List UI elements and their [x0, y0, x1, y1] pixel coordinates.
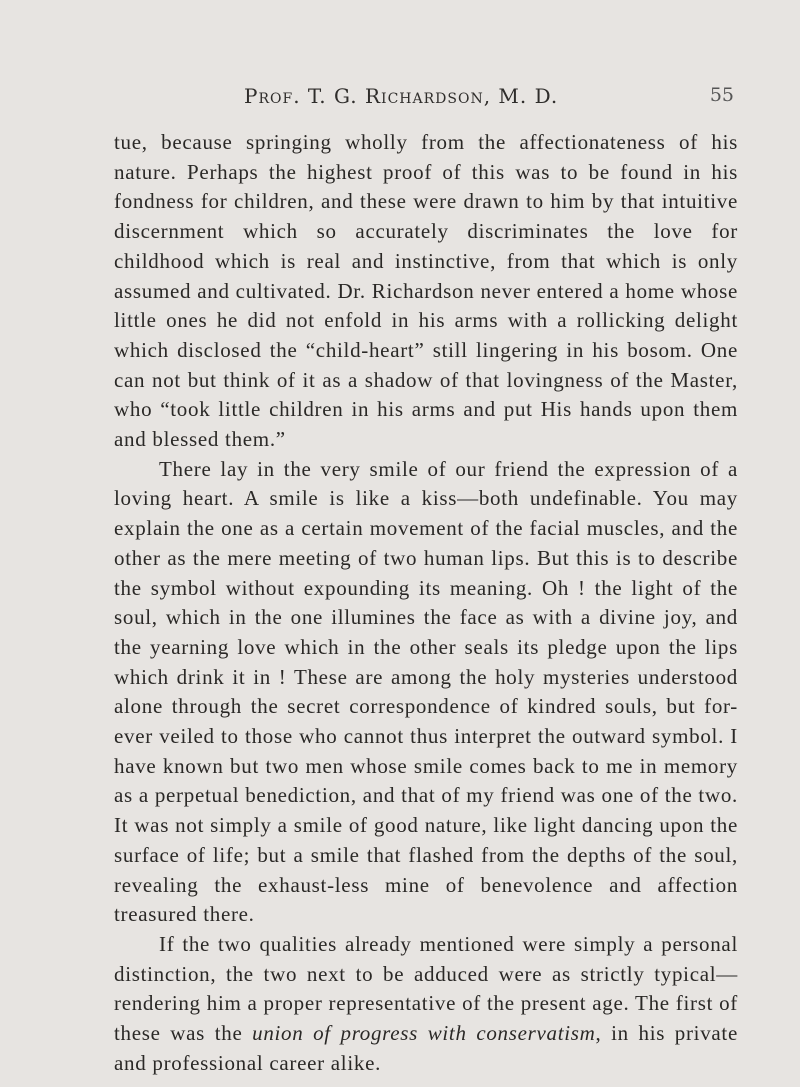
paragraph-2: There lay in the very smile of our friend the expression of a loving heart. A smile is like a kiss—both undefinable. You may explain the one as a certain movement of the facial muscles, and the other as the mere meeting of two human lips. But this is to describe the symbol without expounding its meaning. Oh ! the light of the soul, which in the one illumines the face as with a divine joy, and the yearning love which in the other seals its pledge upon the lips which drink it in ! These are among the holy mysteries understood alone through the secret correspondence of kindred souls, but for-ever veiled to those who cannot thus interpret the outward symbol. I have known but two men whose smile comes back to me in memory as a perpetual benediction, and that of my friend was one of the two. It was not simply a smile of good nature, like light dancing upon the surface of life; but a smile that flashed from the depths of the soul, revealing the exhaust-less mine of benevolence and affection treasured there.	[114, 456, 738, 927]
paragraph-3-text-before: If the two qualities already mentioned were simply a personal distinction, the two next to be adduced were as strictly typical—rendering him a proper representative of the present age. The first of these was the	[114, 931, 738, 1046]
paragraph-3	[114, 930, 738, 1079]
running-head: Prof. T. G. Richardson, M. D.	[244, 84, 559, 108]
page-number: 55	[709, 84, 734, 106]
body-text	[114, 128, 738, 1079]
paragraph-3-emphasis: union of progress with conservatism	[252, 1021, 596, 1046]
page-header	[244, 84, 734, 114]
paragraph-1: tue, because springing wholly from the affectionateness of his nature. Perhaps the highest proof of this was to be found in his fondness for children, and these were drawn to him by that intuitive discernment which so accurately discriminates the love for childhood which is real and instinctive, from that which is only assumed and cultivated. Dr. Richardson never entered a home whose little ones he did not enfold in his arms with a rollicking delight which disclosed the “child-heart” still lingering in his bosom. One can not but think of it as a shadow of that lovingness of the Master, who “took little children in his arms and put His hands upon them and blessed them.”	[114, 130, 738, 452]
paragraph-3-text-after: , in his private and professional career alike.	[114, 1021, 738, 1075]
